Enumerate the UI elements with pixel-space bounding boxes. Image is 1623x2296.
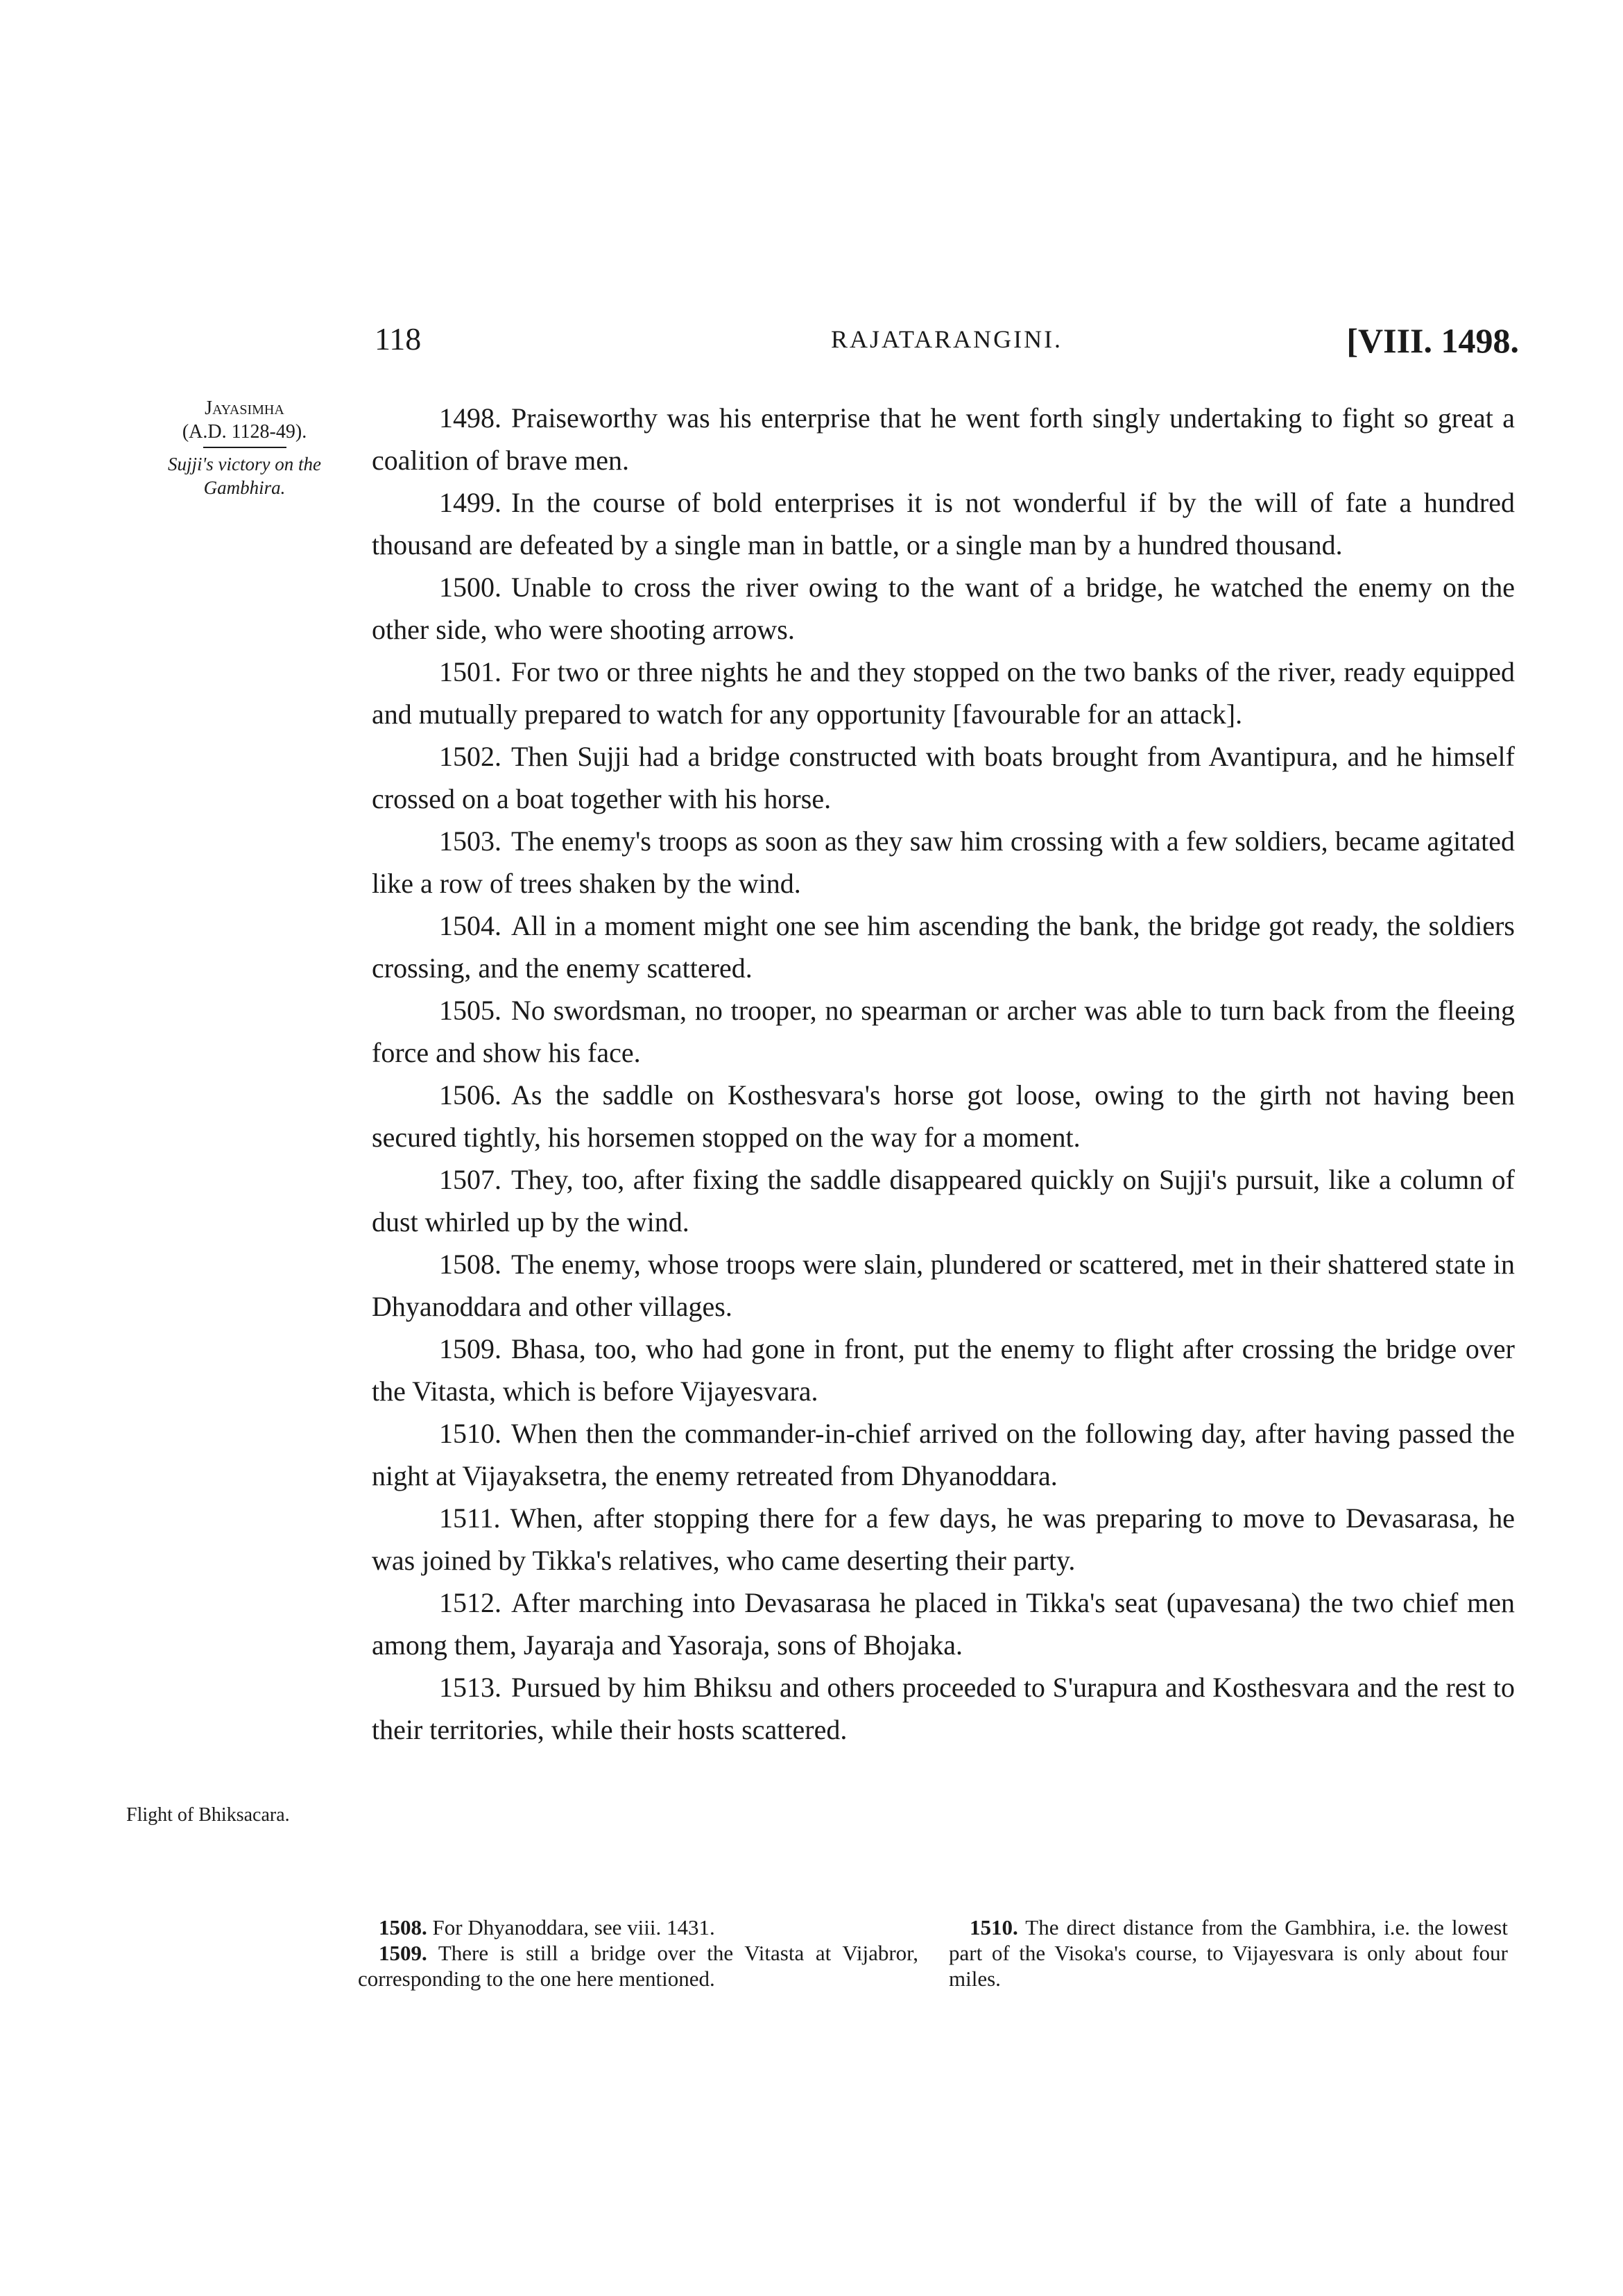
verse [372, 1243, 1515, 1328]
footnotes-right [949, 1914, 1508, 1991]
verse-text: When, after stopping there for a few days, he was preparing to move to Devasarasa, he was joined by Tikka's relatives, who came deserting their party. [372, 1502, 1515, 1576]
verse-text: When then the commander-in-chief arrived on the following day, after having passed the night at Vijayaksetra, the enemy retreated from Dhyanoddara. [372, 1418, 1515, 1491]
verse-text: Pursued by him Bhiksu and others proceeded to S'urapura and Kosthesvara and the rest to their territories, while their hosts scattered. [372, 1672, 1515, 1745]
margin-note-victory: Sujji's victory on the [168, 454, 321, 474]
verse-number: 1498. [439, 402, 501, 434]
verse-text: As the saddle on Kosthesvara's horse got loose, owing to the girth not having been secured tightly, his horsemen stopped on the way for a moment. [372, 1079, 1515, 1153]
verse-text: In the course of bold enterprises it is not wonderful if by the will of fate a hundred thousand are defeated by a single man in battle, or a single man by a hundred thousand. [372, 487, 1515, 560]
verse-text: Unable to cross the river owing to the want of a bridge, he watched the enemy on the other side, who were shooting arrows. [372, 572, 1515, 645]
footnote-text: The direct distance from the Gambhira, i.e. the lowest part of the Visoka's course, to Vijayesvara is only about four miles. [949, 1915, 1508, 1991]
reign-dates: (A.D. 1128-49). [182, 421, 307, 443]
verse-text: For two or three nights he and they stopped on the two banks of the river, ready equipped and mutually prepared to watch for any opportunity [favourable for an attack]. [372, 656, 1515, 730]
footnote-text: There is still a bridge over the Vitasta at Vijabror, corresponding to the one here mentioned. [358, 1941, 918, 1991]
verse-text: Then Sujji had a bridge constructed with boats brought from Avantipura, and he himself crossed on a boat together with his horse. [372, 741, 1515, 814]
verse-text: The enemy, whose troops were slain, plundered or scattered, met in their shattered state in Dhyanoddara and other villages. [372, 1249, 1515, 1322]
verse [372, 1666, 1515, 1751]
section-reference: [VIII. 1498. [1346, 321, 1519, 360]
margin-reign-note [135, 397, 354, 499]
verse-text: Praiseworthy was his enterprise that he went forth singly undertaking to fight so great a coalition of brave men. [372, 402, 1515, 476]
verse [372, 1158, 1515, 1243]
verse-number: 1509. [439, 1333, 501, 1364]
footnote [358, 1940, 918, 1991]
footnotes-left [358, 1914, 918, 1991]
verse [372, 735, 1515, 820]
verse-number: 1508. [439, 1249, 501, 1280]
verse-number: 1502. [439, 741, 501, 772]
verse-text: Bhasa, too, who had gone in front, put the enemy to flight after crossing the bridge over the Vitasta, which is before Vijayesvara. [372, 1333, 1515, 1407]
verse-number: 1510. [439, 1418, 501, 1449]
verse-text: They, too, after fixing the saddle disappeared quickly on Sujji's pursuit, like a column of dust whirled up by the wind. [372, 1164, 1515, 1237]
footnote [949, 1914, 1508, 1991]
verse-text: After marching into Devasarasa he placed in Tikka's seat (upavesana) the two chief men among them, Jayaraja and Yasoraja, sons of Bhojaka. [372, 1587, 1515, 1661]
margin-note-gambhira: Gambhira. [203, 477, 286, 498]
verse-number: 1500. [439, 572, 501, 603]
verse [372, 905, 1515, 989]
reign-name: Jayasimha [205, 397, 284, 419]
verse-number: 1506. [439, 1079, 501, 1111]
verse-text: All in a moment might one see him ascending the bank, the bridge got ready, the soldiers crossing, and the enemy scattered. [372, 910, 1515, 984]
footnote-number: 1508. [379, 1915, 427, 1939]
verse [372, 1412, 1515, 1497]
verse [372, 397, 1515, 481]
footnote [358, 1914, 918, 1940]
verse-number: 1511. [439, 1502, 501, 1534]
verse [372, 1074, 1515, 1158]
verse [372, 481, 1515, 566]
footnote-number: 1509. [379, 1941, 427, 1965]
verse [372, 566, 1515, 651]
verse-number: 1505. [439, 995, 501, 1026]
verse-text [372, 397, 1515, 1751]
verse-number: 1503. [439, 825, 501, 857]
verse-number: 1501. [439, 656, 501, 687]
verse-number: 1499. [439, 487, 501, 518]
verse-text: No swordsman, no trooper, no spearman or archer was able to turn back from the fleeing force and show his face. [372, 995, 1515, 1068]
verse-number: 1504. [439, 910, 501, 941]
verse-number: 1507. [439, 1164, 501, 1195]
verse [372, 1497, 1515, 1582]
page-number: 118 [375, 321, 422, 357]
verse [372, 820, 1515, 905]
margin-note-flight: Flight of Bhiksacara. [126, 1804, 290, 1826]
verse [372, 989, 1515, 1074]
verse-text: The enemy's troops as soon as they saw him crossing with a few soldiers, became agitated like a row of trees shaken by the wind. [372, 825, 1515, 899]
footnote-number: 1510. [970, 1915, 1018, 1939]
verse-number: 1513. [439, 1672, 501, 1703]
verse [372, 651, 1515, 735]
verse [372, 1582, 1515, 1666]
footnote-text: For Dhyanoddara, see viii. 1431. [432, 1915, 715, 1939]
verse-number: 1512. [439, 1587, 501, 1618]
running-header [375, 320, 1519, 369]
margin-rule [203, 447, 286, 448]
running-title: RAJATARANGINI. [830, 325, 1063, 353]
verse [372, 1328, 1515, 1412]
